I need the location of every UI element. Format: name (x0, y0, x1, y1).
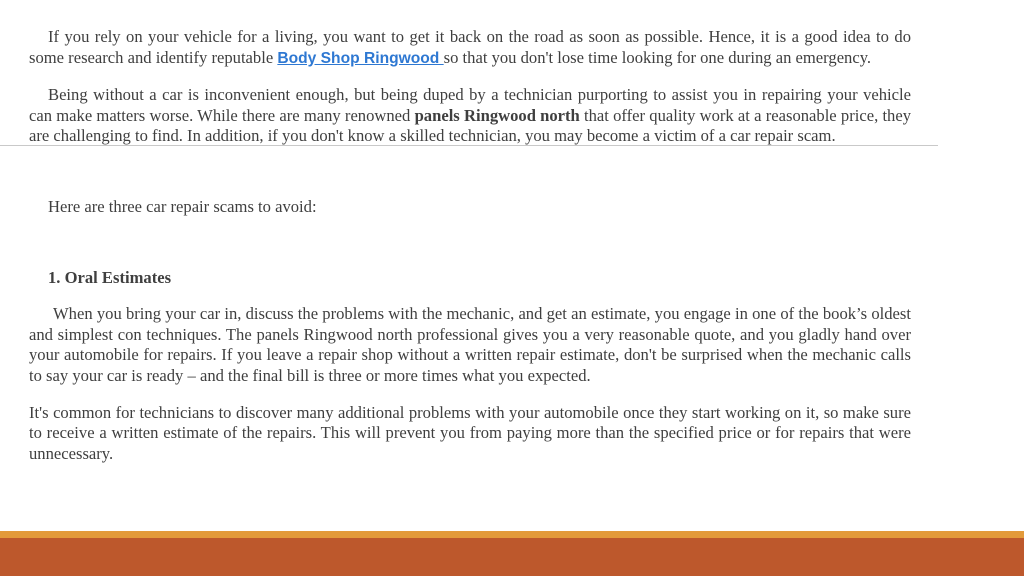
paragraph-intro (29, 27, 911, 69)
paragraph-written-estimate: It's common for technicians to discover many additional problems with your automobile once they start working on it, so make sure to receive a written estimate of the repairs. This will prevent you from paying more than the specified price or for repairs that were unnecessary. (29, 402, 911, 463)
paragraph-intro-text-start: If you rely on your vehicle for a living, you want to get it back on the road as soon as possible. Hence, it is a good idea to do some research and identify reputable (29, 27, 911, 67)
footer-bar (0, 538, 1024, 576)
paragraph-oral-estimates: When you bring your car in, discuss the problems with the mechanic, and get an estimate, you engage in one of the book’s oldest and simplest con techniques. The panels Ringwood north professional gives you a very reasonable quote, and you gladly hand over your automobile for repairs. If you leave a repair shop without a written repair estimate, don't be surprised when the mechanic calls to say your car is ready – and the final bill is three or more times what you expected. (29, 304, 911, 385)
document-body (29, 27, 911, 480)
footer-accent-stripe (0, 531, 1024, 538)
panels-ringwood-north-bold: panels Ringwood north (414, 105, 580, 125)
paragraph-scam-warning-text-start: Being without a car is inconvenient enough, but being duped by a technician purporting to assist you in repairing your vehicle can make matters worse. While there are many renowned (29, 85, 911, 125)
paragraph-intro-text-end: so that you don't lose time looking for one during an emergency. (443, 47, 872, 67)
body-shop-ringwood-link[interactable]: Body Shop Ringwood (277, 49, 444, 67)
paragraph-list-intro: Here are three car repair scams to avoid: (48, 196, 317, 216)
spacer (29, 234, 911, 268)
paragraph-scam-warning (29, 85, 911, 147)
paragraph-scam-warning-text-end: that offer quality work at a reasonable price, they are challenging to find. In addition, if you don't know a skilled technician, you may become a victim of a car repair scam. (29, 105, 912, 146)
spacer (29, 163, 911, 197)
heading-oral-estimates: 1. Oral Estimates (48, 267, 172, 287)
